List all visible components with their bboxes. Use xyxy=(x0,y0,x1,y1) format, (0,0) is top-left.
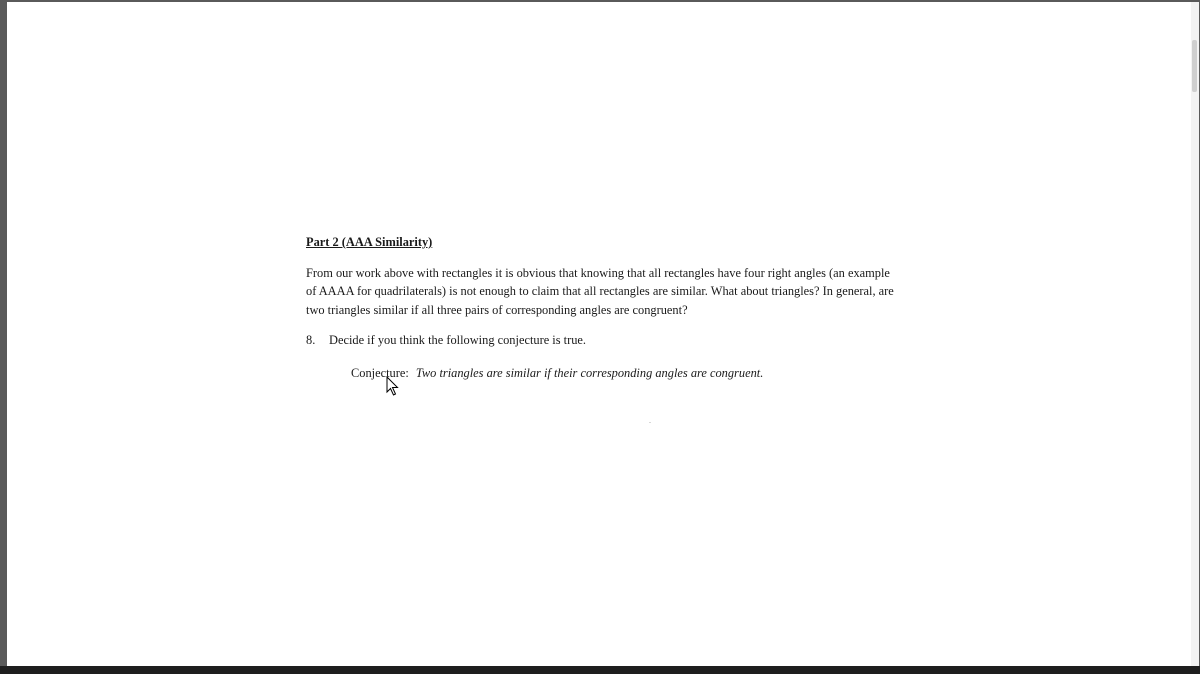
mouse-pointer-icon xyxy=(386,376,400,396)
intro-paragraph: From our work above with rectangles it is obvious that knowing that all rectangles have four right angles (an example of AAAA for quadrilaterals) is not enough to claim that all rectangles are similar. What about triangles? In general, are two triangles similar if all three pairs of corresponding angles are congruent? xyxy=(306,265,894,317)
scrollbar-thumb[interactable] xyxy=(1192,40,1197,92)
bottom-bar xyxy=(0,666,1200,674)
question-text: Decide if you think the following conjecture is true. xyxy=(329,333,587,347)
section-heading: Part 2 (AAA Similarity) xyxy=(306,235,433,249)
question-item xyxy=(306,331,906,350)
conjecture-label: Conjecture: xyxy=(351,365,409,380)
conjecture-line xyxy=(351,364,906,383)
vertical-scrollbar[interactable] xyxy=(1191,2,1199,666)
question-number: 8. xyxy=(306,333,316,347)
document-content xyxy=(306,233,906,382)
conjecture-text: Two triangles are similar if their corresponding angles are congruent. xyxy=(415,365,764,380)
page-speck xyxy=(649,422,651,423)
